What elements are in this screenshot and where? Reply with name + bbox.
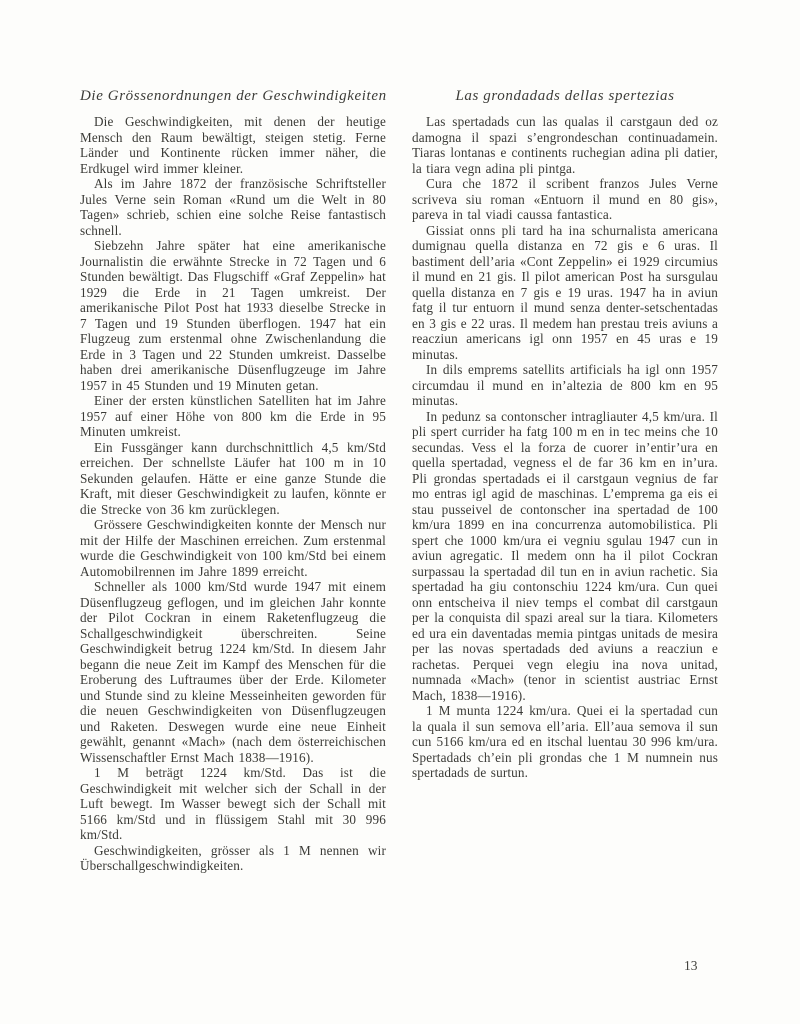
- romansh-column: [412, 88, 718, 781]
- paragraph: Cura che 1872 il scribent franzos Jules Verne scriveva siu roman «Entuorn il mund en 80 gis», pareva in tal viadi caussa fantastica.: [412, 176, 718, 222]
- paragraph: Als im Jahre 1872 der französische Schriftsteller Jules Verne sein Roman «Rund um die Welt in 80 Tagen» schrieb, schien eine solche Reise fantastisch schnell.: [80, 176, 386, 238]
- paragraph: 1 M beträgt 1224 km/Std. Das ist die Geschwindigkeit mit welcher sich der Schall in der Luft bewegt. Im Wasser bewegt sich der Schall mit 5166 km/Std und in flüssigem Stahl mit 30 996 km/Std.: [80, 765, 386, 842]
- paragraph: Gissiat onns pli tard ha ina schurnalista americana dumignau quella distanza en 72 gis e 6 uras. Il bastiment dell’aria «Cont Zeppelin» ei 1929 circumius il mund en 21 gis. Il pilot american Post ha sursgulau quella distanza en 7 gis e 19 uras. 1947 ha in aviun fatg il tur entuorn il mund senza denter-setschentadas en 3 gis e 22 uras. Il medem han prestau treis aviuns a reacziun americans igl onn 1957 en 45 uras e 19 minutas.: [412, 222, 718, 362]
- paragraph: Las spertadads cun las qualas il carstgaun ded oz damogna il spazi s’engrondeschan continuadamein. Tiaras lontanas e continents ruchegian adina pli datier, la tiara vegn adina pli pintga.: [412, 114, 718, 176]
- romansh-column-title: Las grondadads dellas spertezias: [455, 88, 675, 104]
- page-number: 13: [684, 958, 698, 973]
- german-column: [80, 88, 386, 874]
- paragraph: Die Geschwindigkeiten, mit denen der heutige Mensch den Raum bewältigt, steigen stetig. Ferne Länder und Kontinente rücken immer näher, die Erdkugel wird immer kleiner.: [80, 114, 386, 176]
- romansh-column-paragraphs: [412, 114, 718, 781]
- paragraph: In pedunz sa contonscher intragliauter 4,5 km/ura. Il pli spert currider ha fatg 100 m en in tec meins che 10 secundas. Vess el la forza de cuorer in’entir’ura en quella spertadad, vegness el de far 36 km en in’ura. Pli grondas spertadads ei il carstgaun vegnius de far mo entras igl agid de maschinas. L’emprema ga eis ei stau pusseivel de contonscher ina spertadad de 100 km/ura 1899 en ina concurrenza automobilistica. Pli spert che 1000 km/ura ei vegniu sgulau 1947 cun in aviun agregatic. Il medem onn ha il pilot Cockran surpassau la spertadad dil tun en in aviun rachetic. Sia spertadad ha giu contonschiu 1224 km/ura. Cun quei onn entscheiva il niev temps el combat dil carstgaun per la conquista dil spazi areal sur la tiara. Kilometers ed ura ein daventadas memia pintgas unitads de mesira per las novas spertadads ded aviuns a reacziun e rachetas. Perquei vegn elegiu ina nova unitad, numnada «Mach» (tenor in scientist austriac Ernst Mach, 1838—1916).: [412, 408, 718, 703]
- paragraph: Schneller als 1000 km/Std wurde 1947 mit einem Düsenflugzeug geflogen, und im gleichen Jahr konnte der Pilot Cockran in einem Raketenflugzeug die Schallgeschwindigkeit überschreiten. Seine Geschwindigkeit betrug 1224 km/Std. In diesem Jahr begann die neue Zeit im Kampf des Menschen für die Eroberung des Luftraumes über der Erde. Kilometer und Stunde sind zu kleine Messeinheiten geworden für die neuen Geschwindigkeiten von Düsenflugzeugen und Raketen. Deswegen wurde eine neue Einheit gewählt, genannt «Mach» (nach dem österreichischen Wissenschaftler Ernst Mach 1838—1916).: [80, 579, 386, 765]
- german-column-paragraphs: [80, 114, 386, 874]
- paragraph: 1 M munta 1224 km/ura. Quei ei la spertadad cun la quala il sun semova ell’aria. Ell’aua semova il sun cun 5166 km/ura ed en itschal luentau 30 996 km/ura. Spertadads ch’ein pli grondas che 1 M numnein nus spertadads de surtun.: [412, 703, 718, 780]
- paragraph: Grössere Geschwindigkeiten konnte der Mensch nur mit der Hilfe der Maschinen erreichen. Zum erstenmal wurde die Geschwindigkeit von 100 km/Std bei einem Automobilrennen im Jahre 1899 erreicht.: [80, 517, 386, 579]
- german-column-title: Die Grössenordnungen der Geschwindigkeiten: [80, 88, 387, 104]
- paragraph: Einer der ersten künstlichen Satelliten hat im Jahre 1957 auf einer Höhe von 800 km die Erde in 95 Minuten umkreist.: [80, 393, 386, 439]
- paragraph: In dils emprems satellits artificials ha igl onn 1957 circumdau il mund en in’altezia de 800 km en 95 minutas.: [412, 362, 718, 408]
- paragraph: Siebzehn Jahre später hat eine amerikanische Journalistin die erwähnte Strecke in 72 Tagen und 6 Stunden bewältigt. Das Flugschiff «Graf Zeppelin» hat 1929 die Erde in 21 Tagen umkreist. Der amerikanische Pilot Post hat 1933 dieselbe Strecke in 7 Tagen und 19 Stunden überflogen. 1947 hat ein Flugzeug zum erstenmal ohne Zwischenlandung die Erde in 3 Tagen und 22 Stunden umkreist. Dasselbe haben drei amerikanische Düsenflugzeuge im Jahre 1957 in 45 Stunden und 19 Minuten getan.: [80, 238, 386, 393]
- paragraph: Ein Fussgänger kann durchschnittlich 4,5 km/Std erreichen. Der schnellste Läufer hat 100 m in 10 Sekunden gelaufen. Hätte er eine ganze Stunde die Kraft, mit dieser Geschwindigkeit zu laufen, könnte er die Strecke von 36 km zurücklegen.: [80, 439, 386, 517]
- paragraph: Geschwindigkeiten, grösser als 1 M nennen wir Überschallgeschwindigkeiten.: [80, 842, 386, 873]
